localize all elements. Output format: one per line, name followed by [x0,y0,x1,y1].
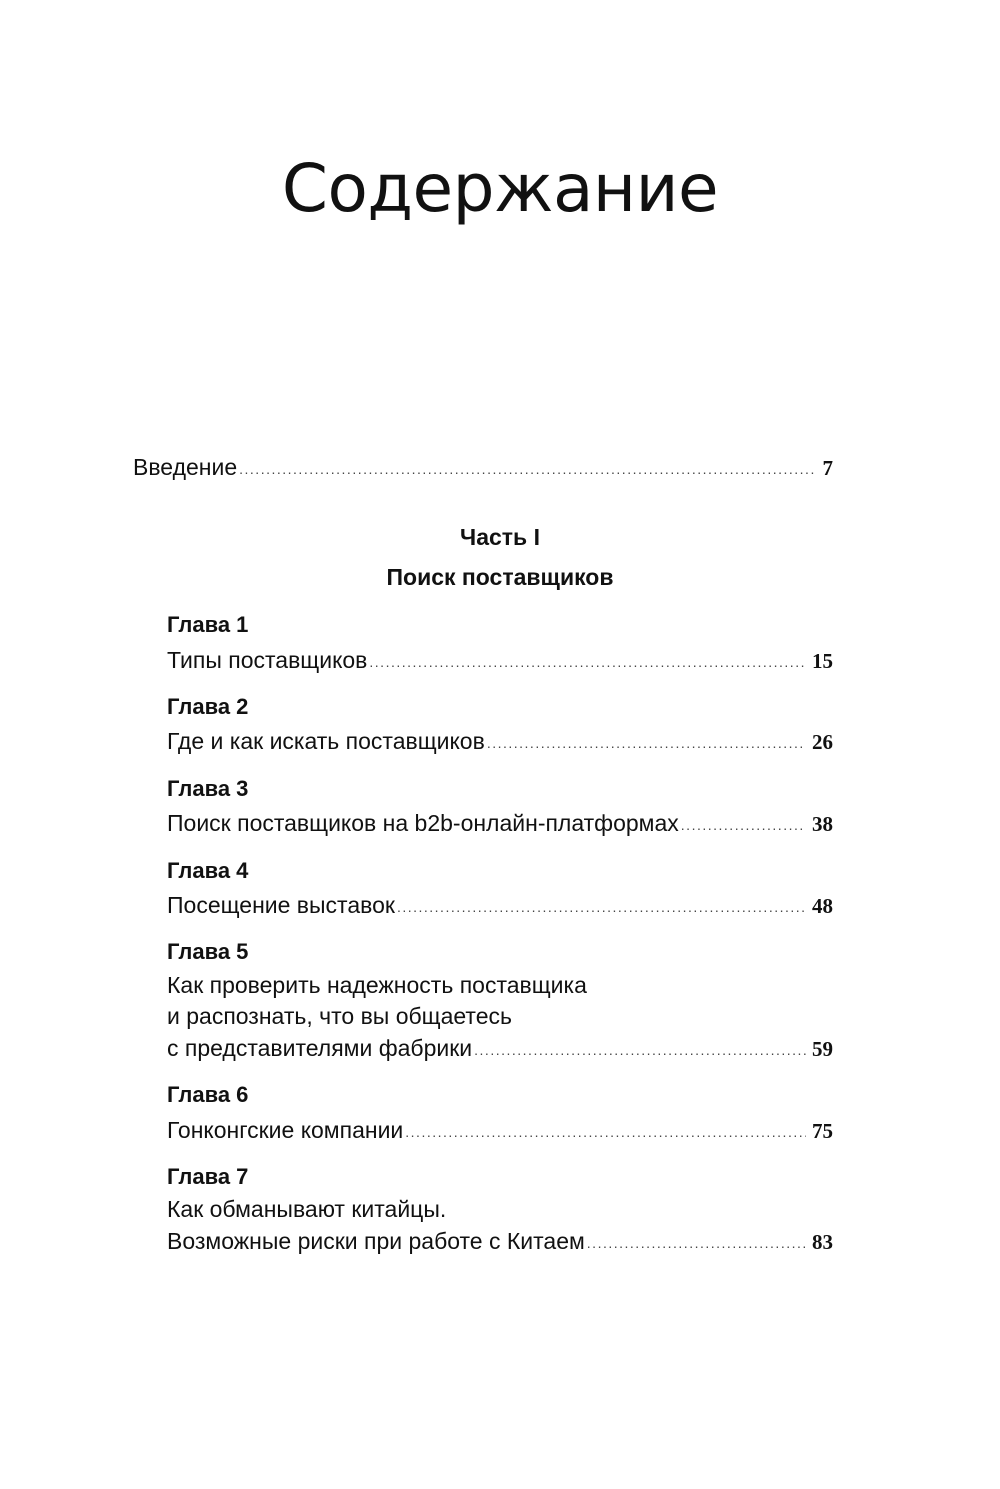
chapter-heading: Глава 5 [167,939,249,964]
toc-page-number: 48 [812,894,833,918]
toc-page-number: 83 [812,1230,833,1254]
dot-leader [487,728,806,758]
toc-page-number: 7 [822,456,833,480]
toc-entry-label: Типы поставщиков [167,647,368,673]
toc-entry-label: Где и как искать поставщиков [167,728,485,754]
dot-leader [405,1117,806,1147]
part-number: Часть I [460,524,540,550]
dot-leader [397,892,806,922]
toc-page-number: 75 [812,1119,833,1143]
dot-leader [239,454,816,484]
page-title: Содержание [281,150,719,227]
toc-entry-chapter-4[interactable] [167,890,833,923]
dot-leader [681,810,806,840]
toc-entry-chapter-7[interactable] [167,1226,833,1259]
dot-leader [369,647,806,677]
toc-entry-chapter-3[interactable] [167,808,833,841]
toc-entry-chapter-2[interactable] [167,726,833,759]
chapter-heading: Глава 6 [167,1082,249,1107]
chapter-heading: Глава 4 [167,858,249,883]
toc-page-number: 26 [812,730,833,754]
toc-entry-line: Как обманывают китайцы. [167,1196,447,1222]
toc-page-number: 15 [812,649,833,673]
toc-entry-chapter-6[interactable] [167,1115,833,1148]
dot-leader [474,1035,806,1065]
toc-entry-line: и распознать, что вы общаетесь [167,1003,512,1029]
toc-page-number: 59 [812,1037,833,1061]
toc-entry-line: Как проверить надежность поставщика [167,972,587,998]
toc-entry-label: Посещение выставок [167,892,395,918]
chapter-heading: Глава 2 [167,694,249,719]
chapter-heading: Глава 7 [167,1164,249,1189]
toc-entry-label: Возможные риски при работе с Китаем [167,1228,585,1254]
dot-leader [587,1228,806,1258]
toc-entry-chapter-1[interactable] [167,645,833,678]
toc-page-number: 38 [812,812,833,836]
toc-entry-label: Гонконгские компании [167,1117,404,1143]
toc-entry-label: с представителями фабрики [167,1035,473,1061]
toc-entry-intro[interactable] [133,452,833,485]
toc-entry-chapter-5[interactable] [167,1033,833,1066]
toc-entry-label: Поиск поставщиков на b2b-онлайн-платформах [167,810,679,836]
part-title: Поиск поставщиков [386,564,614,590]
chapter-heading: Глава 3 [167,776,249,801]
chapter-heading: Глава 1 [167,612,249,637]
toc-entry-label: Введение [133,454,238,480]
